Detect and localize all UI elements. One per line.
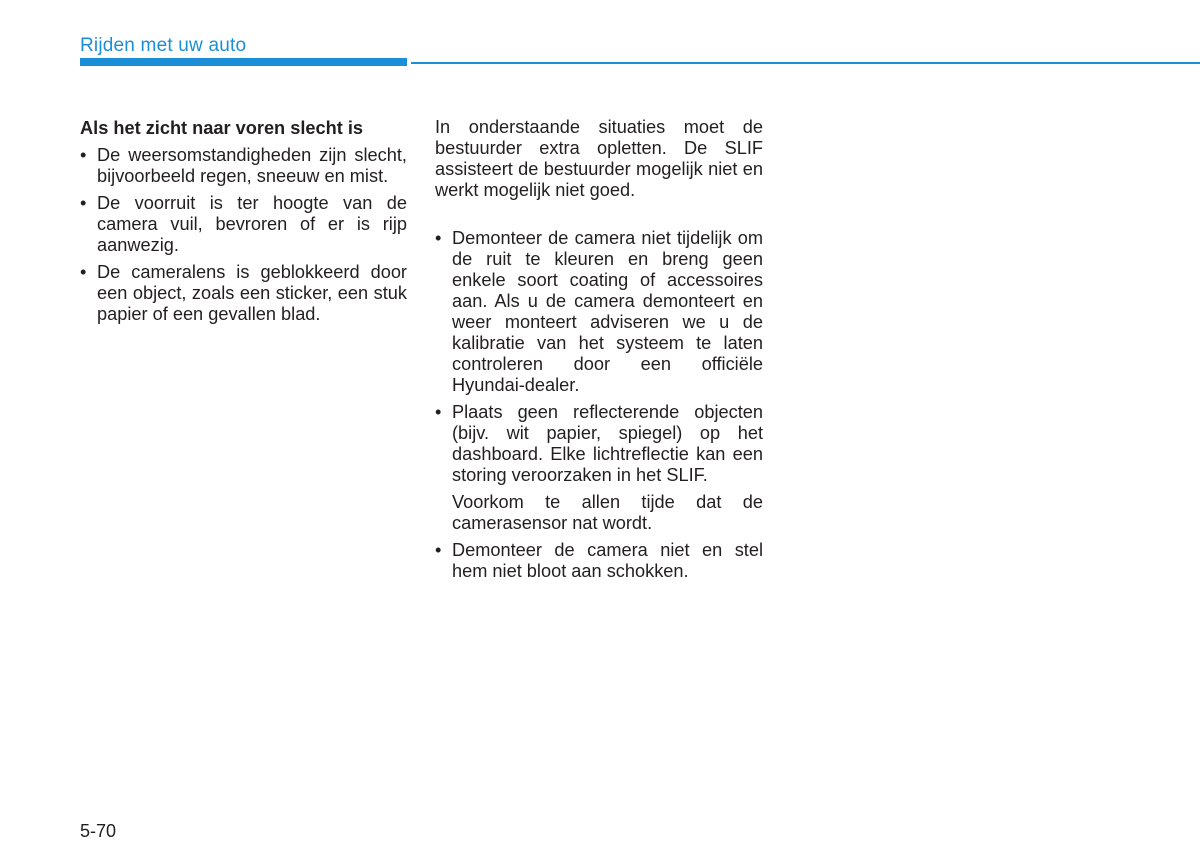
- header-rule-thin: [411, 62, 1200, 64]
- bullet-icon: •: [80, 262, 87, 282]
- bullet-icon: •: [435, 228, 442, 248]
- right-bullet-list: [435, 228, 763, 582]
- section-title: Rijden met uw auto: [80, 35, 247, 56]
- header-rule-thick: [80, 58, 407, 66]
- list-item: [435, 402, 763, 534]
- bullet-icon: •: [435, 402, 442, 422]
- list-item: [435, 228, 763, 396]
- list-item-text: Demonteer de camera niet en stel hem niet bloot aan schokken.: [452, 540, 763, 581]
- bullet-icon: •: [80, 145, 87, 165]
- list-item-text: De weersomstandigheden zijn slecht, bijvoorbeeld regen, sneeuw en mist.: [97, 145, 407, 186]
- list-item: [80, 145, 407, 187]
- section-heading: Als het zicht naar voren slecht is: [80, 118, 364, 138]
- list-item-text: De cameralens is geblokkeerd door een object, zoals een sticker, een stuk papier of een gevallen blad.: [97, 262, 407, 324]
- right-column: [435, 117, 763, 588]
- bullet-icon: •: [80, 193, 87, 213]
- left-column: [80, 117, 407, 331]
- list-item: [80, 262, 407, 325]
- list-item: [80, 193, 407, 256]
- list-item-text: Demonteer de camera niet tijdelijk om de ruit te kleuren en breng geen enkele soort coating of accessoires aan. Als u de camera demonteert en weer monteert adviseren we u de kalibratie van het systeem te laten controleren door een officiële Hyundai-dealer.: [452, 228, 763, 395]
- list-item-text: De voorruit is ter hoogte van de camera vuil, bevroren of er is rijp aanwezig.: [97, 193, 407, 255]
- page-number: 5-70: [80, 821, 117, 841]
- list-item-text: Plaats geen reflecterende objecten (bijv. wit papier, spiegel) op het dashboard. Elke lichtreflectie kan een storing veroorzaken in het SLIF.: [452, 402, 763, 485]
- left-bullet-list: [80, 145, 407, 325]
- bullet-icon: •: [435, 540, 442, 560]
- intro-paragraph: In onderstaande situaties moet de bestuurder extra opletten. De SLIF assisteert de bestuurder mogelijk niet en werkt mogelijk niet goed.: [435, 117, 763, 200]
- list-item: [435, 540, 763, 582]
- list-item-note: Voorkom te allen tijde dat de camerasensor nat wordt.: [452, 492, 763, 533]
